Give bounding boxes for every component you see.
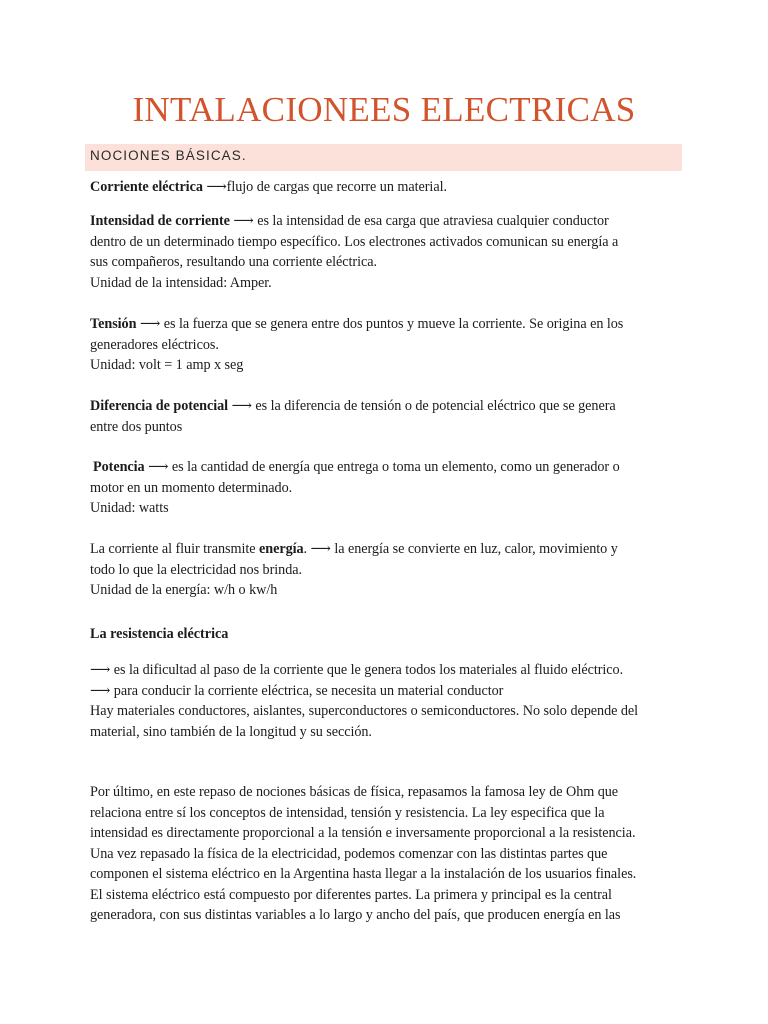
final-line-6: El sistema eléctrico está compuesto por diferentes partes. La primera y principal es la central (90, 886, 612, 903)
potencia-line-2: motor en un momento determinado. (90, 479, 293, 496)
term-potencia: Potencia (93, 459, 145, 475)
potencia-line-1: ⟶ es la cantidad de energía que entrega o toma un elemento, como un generador o (144, 459, 620, 475)
paragraph-energia (90, 539, 690, 601)
term-energia: energía (258, 541, 304, 557)
intensidad-line-2: dentro de un determinado tiempo específico. Los electrones activados comunican su energía a (90, 233, 619, 250)
section-heading-band (85, 144, 682, 171)
term-tension: Tensión (90, 316, 137, 332)
final-line-1: Por último, en este repaso de nociones básicas de física, repasamos la famosa ley de Ohm que (90, 784, 619, 800)
paragraph-potencia (90, 457, 693, 519)
final-line-4: Una vez repasado la física de la electricidad, podemos comenzar con las distintas partes que (90, 845, 608, 862)
final-line-2: relaciona entre sí los conceptos de intensidad, tensión y resistencia. La ley especifica que la (90, 804, 605, 821)
diferencia-line-1: ⟶ es la diferencia de tensión o de potencial eléctrico que se genera (228, 398, 616, 414)
final-line-7: generadora, con sus distintas variables a lo largo y ancho del país, que producen energía en las (90, 907, 621, 923)
energia-pre: La corriente al fluir transmite (90, 541, 259, 557)
paragraph-intensidad (90, 211, 690, 293)
intensidad-line-1: ⟶ es la intensidad de esa carga que atraviesa cualquier conductor (229, 213, 609, 229)
resistencia-line-2: ⟶ para conducir la corriente eléctrica, se necesita un material conductor (90, 682, 504, 699)
paragraph-resistencia (90, 660, 690, 742)
potencia-line-3: Unidad: watts (90, 500, 169, 516)
energia-line-1: . ⟶ la energía se convierte en luz, calor, movimiento y (303, 541, 618, 557)
energia-line-2: todo lo que la electricidad nos brinda. (90, 561, 302, 578)
tension-line-2: generadores eléctricos. (90, 336, 219, 353)
corriente-text: ⟶flujo de cargas que recorre un material. (202, 179, 447, 195)
resistencia-heading: La resistencia eléctrica (90, 626, 229, 642)
intensidad-line-4: Unidad de la intensidad: Amper. (90, 274, 272, 291)
energia-line-3: Unidad de la energía: w/h o kw/h (90, 582, 278, 598)
paragraph-corriente (90, 177, 690, 198)
paragraph-tension (90, 314, 690, 376)
document-title: INTALACIONEES ELECTRICAS (132, 90, 636, 129)
resistencia-line-4: material, sino también de la longitud y su sección. (90, 723, 372, 740)
paragraph-diferencia (90, 396, 690, 437)
tension-line-1: ⟶ es la fuerza que se genera entre dos puntos y mueve la corriente. Se origina en los (136, 316, 624, 332)
resistencia-line-3: Hay materiales conductores, aislantes, superconductores o semiconductores. No solo depende del (90, 703, 639, 719)
paragraph-final (90, 782, 690, 926)
resistencia-line-1: ⟶ es la dificultad al paso de la corriente que le genera todos los materiales al fluido eléctrico. (90, 662, 624, 678)
tension-line-3: Unidad: volt = 1 amp x seg (90, 357, 244, 373)
section-heading: NOCIONES BÁSICAS. (90, 148, 247, 163)
term-corriente: Corriente eléctrica (90, 179, 203, 195)
intensidad-line-3: sus compañeros, resultando una corriente eléctrica. (90, 254, 377, 270)
diferencia-line-2: entre dos puntos (90, 418, 183, 435)
term-diferencia: Diferencia de potencial (90, 398, 229, 414)
final-line-5: componen el sistema eléctrico en la Argentina hasta llegar a la instalación de los usuarios finales. (90, 866, 637, 882)
term-intensidad: Intensidad de corriente (90, 213, 230, 229)
final-line-3: intensidad es directamente proporcional a la tensión e inversamente proporcional a la resistencia. (90, 825, 636, 841)
